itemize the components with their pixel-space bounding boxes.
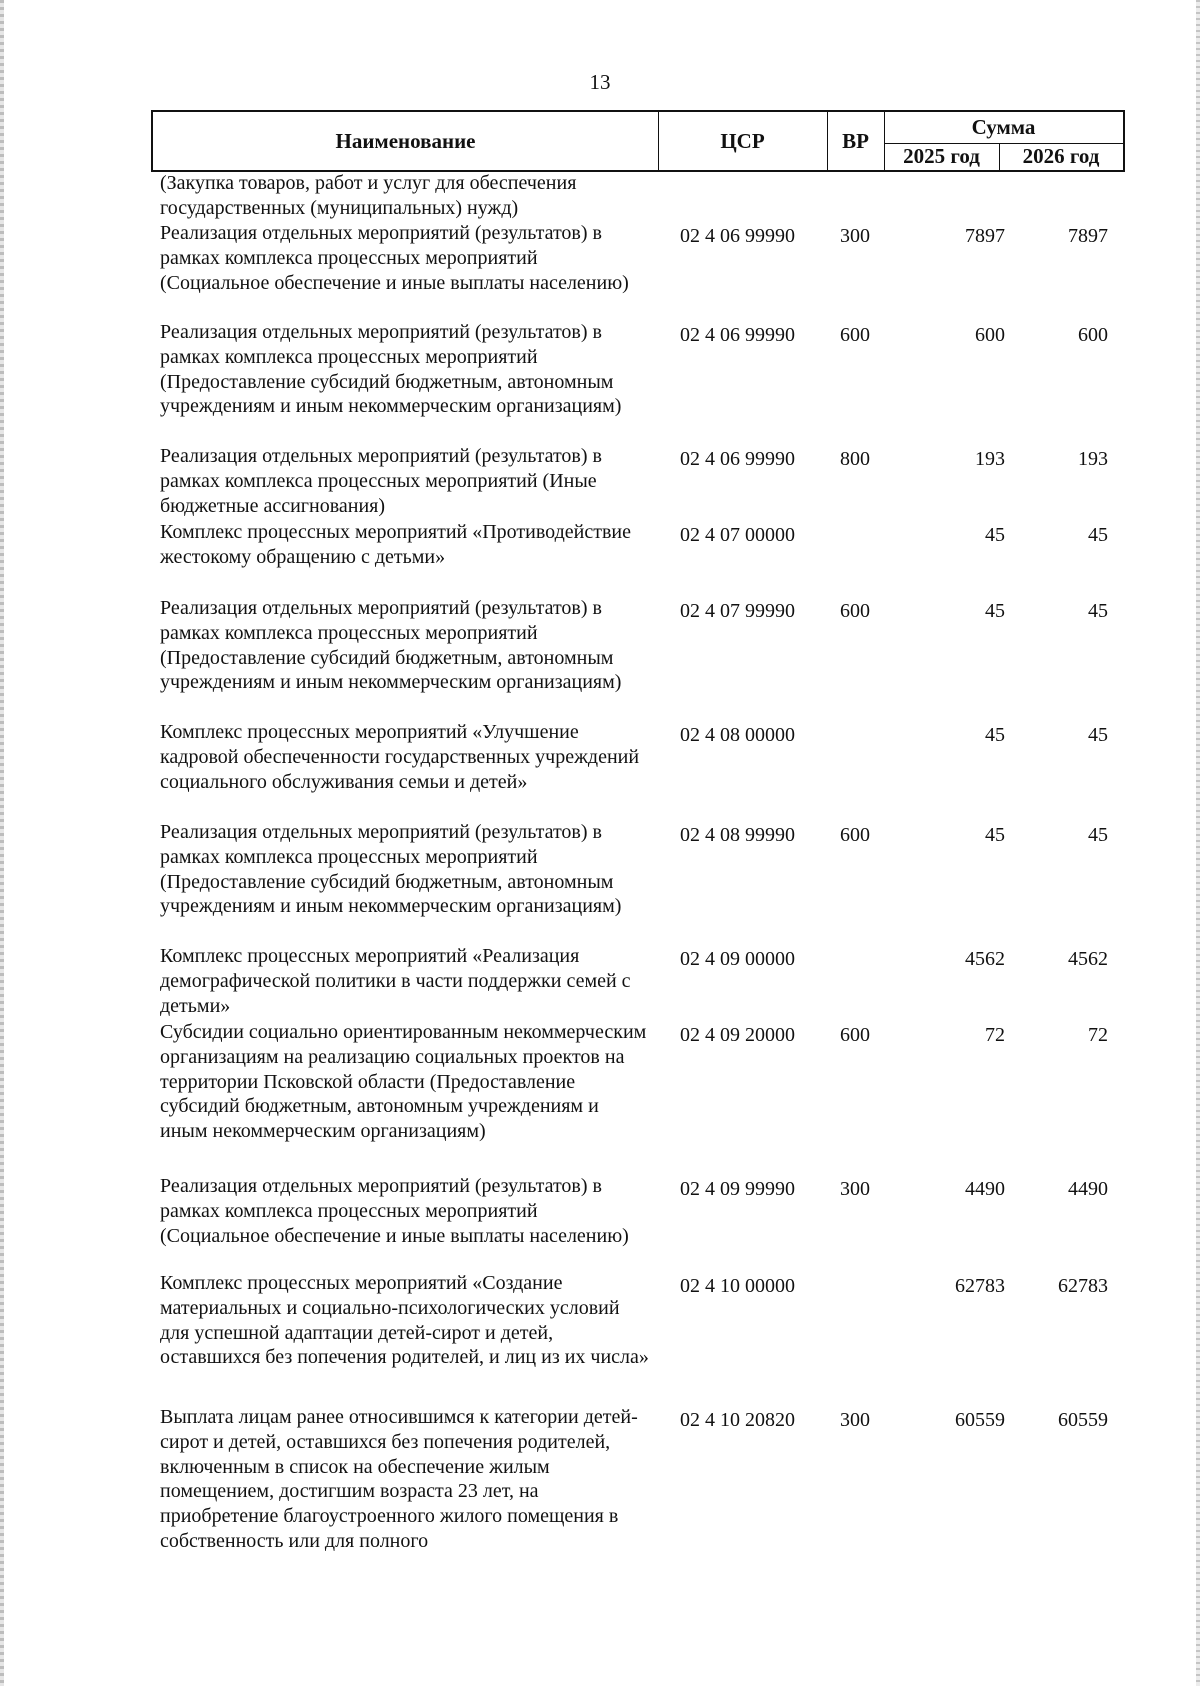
table-header bbox=[151, 110, 1125, 172]
row-sum-2026: 62783 bbox=[1058, 1275, 1108, 1297]
row-csr: 02 4 06 99990 bbox=[680, 448, 795, 470]
row-name: Комплекс процессных мероприятий «Реализация демографической политики в части поддержки семей с детьми» bbox=[160, 945, 631, 1017]
scan-edge-left bbox=[0, 0, 4, 1686]
row-name: Реализация отдельных мероприятий (результатов) в рамках комплекса процессных мероприятий (Предоставление субсидий бюджетным, автономным учреждениям и иным некоммерческим организациям) bbox=[160, 321, 622, 418]
row-vr: 600 bbox=[840, 324, 870, 346]
row-vr: 600 bbox=[840, 600, 870, 622]
table-row bbox=[160, 171, 1120, 221]
row-sum-2025: 72 bbox=[985, 1024, 1005, 1046]
row-name: Комплекс процессных мероприятий «Создание материальных и социально-психологических условий для успешной адаптации детей-сирот и детей, оставшихся без попечения родителей, и лиц из их числа» bbox=[160, 1272, 649, 1369]
row-sum-2026: 45 bbox=[1088, 524, 1108, 546]
table-row bbox=[160, 444, 1120, 520]
row-sum-2026: 4490 bbox=[1068, 1178, 1108, 1200]
row-name: Реализация отдельных мероприятий (результатов) в рамках комплекса процессных мероприятий (Предоставление субсидий бюджетным, автономным учреждениям и иным некоммерческим организациям) bbox=[160, 821, 622, 918]
row-name: Реализация отдельных мероприятий (результатов) в рамках комплекса процессных мероприятий (Социальное обеспечение и иные выплаты населению) bbox=[160, 1175, 629, 1247]
table-row bbox=[160, 944, 1120, 1020]
row-vr: 300 bbox=[840, 225, 870, 247]
row-sum-2026: 7897 bbox=[1068, 225, 1108, 247]
row-sum-2026: 60559 bbox=[1058, 1409, 1108, 1431]
row-vr: 300 bbox=[840, 1409, 870, 1431]
row-sum-2026: 193 bbox=[1078, 448, 1108, 470]
row-name: Комплекс процессных мероприятий «Улучшение кадровой обеспеченности государственных учреждений социального обслуживания семьи и детей» bbox=[160, 721, 640, 793]
row-sum-2026: 72 bbox=[1088, 1024, 1108, 1046]
header-year-2026: 2026 год bbox=[1022, 144, 1100, 168]
header-vr: ВР bbox=[842, 128, 869, 153]
table-row bbox=[160, 221, 1120, 320]
row-sum-2025: 45 bbox=[985, 824, 1005, 846]
row-sum-2025: 62783 bbox=[955, 1275, 1005, 1297]
row-name: Реализация отдельных мероприятий (результатов) в рамках комплекса процессных мероприятий (Предоставление субсидий бюджетным, автономным учреждениям и иным некоммерческим организациям) bbox=[160, 597, 622, 694]
header-name: Наименование bbox=[335, 128, 476, 153]
row-name: (Закупка товаров, работ и услуг для обеспечения государственных (муниципальных) нужд) bbox=[160, 172, 577, 219]
row-sum-2025: 60559 bbox=[955, 1409, 1005, 1431]
row-name: Выплата лицам ранее относившимся к категории детей-сирот и детей, оставшихся без попечения родителей, включенным в список на обеспечение жилым помещением, достигшим возраста 23 лет, на приобретение благоустроенного жилого помещения в собственность или для полного bbox=[160, 1406, 638, 1552]
row-name: Комплекс процессных мероприятий «Противодействие жестокому обращению с детьми» bbox=[160, 521, 631, 568]
row-sum-2025: 4490 bbox=[965, 1178, 1005, 1200]
row-sum-2025: 7897 bbox=[965, 225, 1005, 247]
row-csr: 02 4 09 99990 bbox=[680, 1178, 795, 1200]
row-name: Субсидии социально ориентированным некоммерческим организациям на реализацию социальных проектов на территории Псковской области (Предоставление субсидий бюджетным, автономным учреждениям и иным некоммерческим организациям) bbox=[160, 1021, 647, 1143]
row-csr: 02 4 07 00000 bbox=[680, 524, 795, 546]
row-sum-2026: 600 bbox=[1078, 324, 1108, 346]
row-csr: 02 4 10 20820 bbox=[680, 1409, 795, 1431]
row-sum-2026: 45 bbox=[1088, 600, 1108, 622]
table-row bbox=[160, 1174, 1120, 1271]
row-sum-2025: 193 bbox=[975, 448, 1005, 470]
table-row bbox=[160, 520, 1120, 596]
row-vr: 600 bbox=[840, 824, 870, 846]
table-body bbox=[160, 171, 1120, 1555]
row-sum-2025: 45 bbox=[985, 600, 1005, 622]
header-sum: Сумма bbox=[971, 115, 1036, 139]
row-sum-2025: 4562 bbox=[965, 948, 1005, 970]
row-csr: 02 4 08 99990 bbox=[680, 824, 795, 846]
header-year-2025: 2025 год bbox=[903, 144, 980, 168]
row-name: Реализация отдельных мероприятий (результатов) в рамках комплекса процессных мероприятий (Иные бюджетные ассигнования) bbox=[160, 445, 602, 517]
row-csr: 02 4 09 00000 bbox=[680, 948, 795, 970]
row-sum-2026: 4562 bbox=[1068, 948, 1108, 970]
row-csr: 02 4 06 99990 bbox=[680, 225, 795, 247]
row-vr: 800 bbox=[840, 448, 870, 470]
row-csr: 02 4 08 00000 bbox=[680, 724, 795, 746]
table-row bbox=[160, 820, 1120, 944]
row-sum-2026: 45 bbox=[1088, 724, 1108, 746]
row-vr: 600 bbox=[840, 1024, 870, 1046]
row-sum-2025: 45 bbox=[985, 524, 1005, 546]
row-csr: 02 4 06 99990 bbox=[680, 324, 795, 346]
table-row bbox=[160, 720, 1120, 820]
scan-edge-right bbox=[1196, 0, 1200, 1686]
row-csr: 02 4 10 00000 bbox=[680, 1275, 795, 1297]
header-csr: ЦСР bbox=[720, 128, 765, 153]
table-row bbox=[160, 596, 1120, 720]
row-sum-2026: 45 bbox=[1088, 824, 1108, 846]
table-row bbox=[160, 320, 1120, 444]
table-row bbox=[160, 1271, 1120, 1405]
row-csr: 02 4 09 20000 bbox=[680, 1024, 795, 1046]
row-sum-2025: 45 bbox=[985, 724, 1005, 746]
row-vr: 300 bbox=[840, 1178, 870, 1200]
row-csr: 02 4 07 99990 bbox=[680, 600, 795, 622]
table-row bbox=[160, 1020, 1120, 1174]
row-name: Реализация отдельных мероприятий (результатов) в рамках комплекса процессных мероприятий (Социальное обеспечение и иные выплаты населению) bbox=[160, 222, 629, 294]
table-row bbox=[160, 1405, 1120, 1555]
row-sum-2025: 600 bbox=[975, 324, 1005, 346]
page-number: 13 bbox=[589, 70, 611, 94]
